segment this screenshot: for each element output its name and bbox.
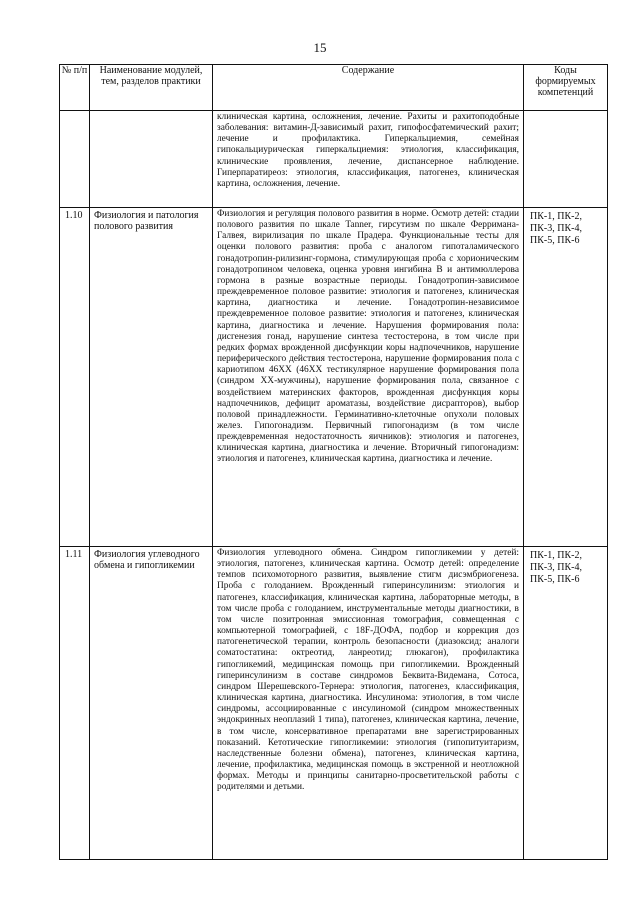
curriculum-table bbox=[59, 64, 608, 860]
row-num: 1.11 bbox=[60, 547, 90, 860]
table-row bbox=[60, 208, 608, 547]
row-codes bbox=[524, 111, 608, 208]
header-codes: Коды формируемых компетенций bbox=[524, 65, 608, 111]
row-name: Физиология углеводного обмена и гипогликемии bbox=[90, 547, 213, 860]
row-content: клиническая картина, осложнения, лечение. Рахиты и рахитоподобные заболевания: витамин-Д-зависимый рахит, гипофосфатемический рахит; лечение и профилактика. Гиперкальциемия, семейная гипокальциурическая гиперкальциемия: этиология, классификация, клинические проявления, лечение, диспансерное наблюдение. Гиперпаратиреоз: этиология, классификация, патогенез, клиническая картина, осложнения, лечение. bbox=[213, 111, 524, 208]
code-line: ПК-5, ПК-6 bbox=[530, 574, 580, 585]
table-header-row bbox=[60, 65, 608, 111]
row-name: Физиология и патология полового развития bbox=[90, 208, 213, 547]
row-name bbox=[90, 111, 213, 208]
code-line: ПК-1, ПК-2, bbox=[530, 550, 582, 561]
row-content: Физиология и регуляция полового развития в норме. Осмотр детей: стадии полового развития по шкале Tanner, гирсутизм по шкале Ферримана-Галвея, вирилизация по шкале Прадера. Функциональные тесты для оценки полового развития: проба с аналогом гипоталамического гонадотропин-рилизинг-гормона, стимулирующая проба с хорионическим гонадотропином человека, оценка уровня ингибина В и антимюллерова гормона в разные возрастные периоды. Гонадотропин-зависимое преждевременное половое развитие: этиология и патогенез, клиническая картина, диагностика и лечение. Гонадотропин-независимое преждевременное половое развитие: этиология и патогенез, клиническая картина, диагностика и лечение. Нарушения формирования пола: дисгенезия гонад, нарушение синтеза тестостерона, в том числе при редких формах врожденной дисфункции коры надпочечников, нарушение периферического действия тестостерона, нарушение формирования пола с кариотипом 46XX (46XX тестикулярное нарушение формирования пола (синдром XX-мужчины), нарушение формирования пола, связанное с воздействием материнских факторов, врожденная дисфункция коры надпочечников, дефицит ароматазы, воздействие дисрапторов), выбор половой принадлежности. Герминативно-клеточные опухоли половых желез. Гипогонадизм. Первичный гипогонадизм (в том числе преждевременная недостаточность яичников): этиология и патогенез, клиническая картина, диагностика и лечение. Вторичный гипогонадизм: этиология и патогенез, клиническая картина, диагностика и лечение. bbox=[213, 208, 524, 547]
row-num: 1.10 bbox=[60, 208, 90, 547]
header-name: Наименование модулей, тем, разделов практики bbox=[90, 65, 213, 111]
row-codes bbox=[524, 547, 608, 860]
table-row bbox=[60, 547, 608, 860]
code-line: ПК-3, ПК-4, bbox=[530, 562, 582, 573]
code-line: ПК-5, ПК-6 bbox=[530, 235, 580, 246]
header-content: Содержание bbox=[213, 65, 524, 111]
table-row bbox=[60, 111, 608, 208]
row-num bbox=[60, 111, 90, 208]
row-content: Физиология углеводного обмена. Синдром гипогликемии у детей: этиология, патогенез, клиническая картина. Осмотр детей: определение темпов психомоторного развития, выявление стигм дисэмбриогенеза. Проба с голоданием. Врожденный гиперинсулинизм: этиология и патогенез, классификация, клиническая картина, лабораторные методы, в том числе проба с голоданием, инструментальные методы диагностики, в том числе позитронная эмиссионная томография, совмещенная с компьютерной томографией, с 18F-ДОФА, подбор и коррекция доз патогенетической терапии, контроль безопасности (диазоксид; аналоги соматостатина: октреотид, ланреотид; глюкагон), профилактика гипогликемий, медицинская помощь при гипогликемии. Врожденный гиперинсулинизм в составе синдромов Беквита-Видемана, Сотоса, синдром Шерешевского-Тернера: этиология, патогенез, классификация, клиническая картина, диагностика. Инсулинома: этиология, в том числе синдромы, ассоциированные с инсулиномой (синдром множественных эндокринных неоплазий 1 типа), патогенез, клиническая картина, лечение, в том числе, консервативное препаратами вне зарегистрированных показаний. Кетотические гипогликемии: этиология (гипопитуитаризм, наследственные болезни обмена), патогенез, клиническая картина, лечение, профилактика, медицинская помощь в экстренной и неотложной формах. Методы и принципы санитарно-просветительской работы с родителями и детьми. bbox=[213, 547, 524, 860]
row-codes bbox=[524, 208, 608, 547]
code-line: ПК-1, ПК-2, bbox=[530, 211, 582, 222]
page-number: 15 bbox=[313, 40, 327, 55]
code-line: ПК-3, ПК-4, bbox=[530, 223, 582, 234]
header-num: № п/п bbox=[60, 65, 90, 111]
